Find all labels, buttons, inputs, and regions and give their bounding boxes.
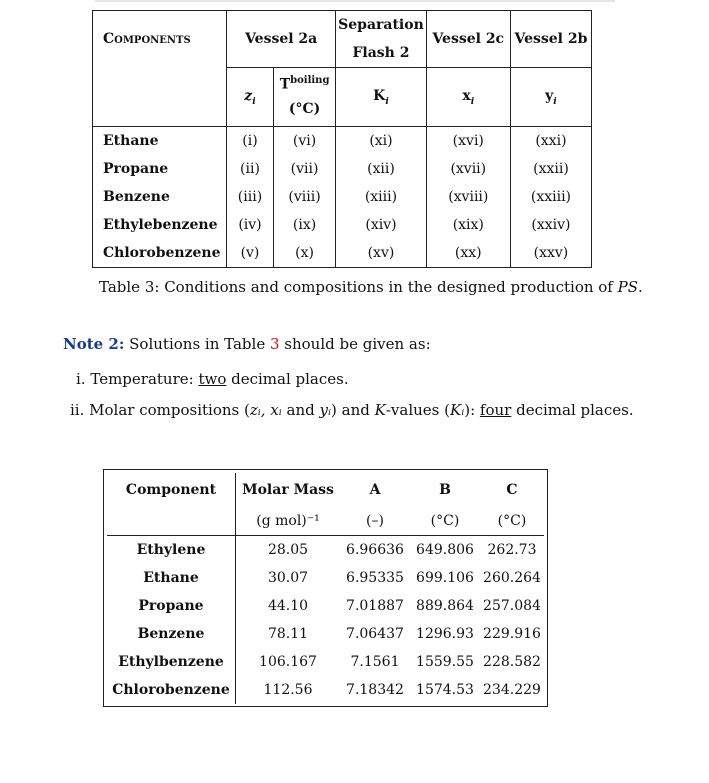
- k-header: $K_i$: [336, 68, 426, 127]
- antoine-table-frame: [103, 469, 548, 707]
- vessel-2b-header: Vessel 2b: [510, 11, 591, 68]
- b-header: B: [439, 482, 451, 498]
- table-row: Ethylbenzene 106.167 7.1561 1559.55 228.582: [107, 648, 544, 676]
- c-header: C: [506, 482, 518, 498]
- y-header: $y_i$: [510, 68, 591, 127]
- tboiling-header: $T^{boiling}$ (°C): [273, 68, 335, 127]
- a-unit: (–): [340, 507, 410, 536]
- molar-mass-header: Molar Mass: [242, 482, 334, 498]
- table-row: Propane (ii) (vii) (xii) (xvii) (xxii): [93, 155, 592, 183]
- note-paragraph: Note 2: Solutions in Table 3 should be given as:: [63, 335, 431, 353]
- table-row: Ethane 30.07 6.95335 699.106 260.264: [107, 564, 544, 592]
- table-row: Chlorobenzene (v) (x) (xv) (xx) (xxv): [93, 239, 592, 268]
- table-row: Ethane (i) (vi) (xi) (xvi) (xxi): [93, 127, 592, 156]
- table-row: Ethylene 28.05 6.96636 649.806 262.73: [107, 536, 544, 565]
- component-header-spacer: [107, 507, 236, 536]
- table-row: Benzene (iii) (viii) (xiii) (xviii) (xxiii): [93, 183, 592, 211]
- table-row: Benzene 78.11 7.06437 1296.93 229.916: [107, 620, 544, 648]
- molar-mass-unit: (g mol)⁻¹: [236, 507, 341, 536]
- x-header: $x_i$: [426, 68, 510, 127]
- list-item: ii. Molar compositions (zᵢ, xᵢ and yᵢ) and K-values (Kᵢ): four decimal places.: [70, 401, 634, 419]
- c-unit: (°C): [480, 507, 544, 536]
- table-reference-link[interactable]: 3: [269, 335, 280, 353]
- a-header: A: [369, 482, 381, 498]
- flash-2-header: Flash 2: [336, 39, 426, 68]
- z-header: $z_i$: [227, 68, 274, 127]
- vessel-2a-header: Vessel 2a: [227, 11, 336, 68]
- table-row: Ethylebenzene (iv) (ix) (xiv) (xix) (xxiv): [93, 211, 592, 239]
- list-item: i. Temperature: two decimal places.: [76, 370, 349, 388]
- table-row: Propane 44.10 7.01887 889.864 257.084: [107, 592, 544, 620]
- conditions-table: [92, 10, 592, 268]
- components-header-spacer: [93, 68, 227, 127]
- top-rule: [95, 0, 615, 2]
- components-header: Components: [93, 11, 227, 68]
- vessel-2c-header: Vessel 2c: [426, 11, 510, 68]
- b-unit: (°C): [410, 507, 480, 536]
- component-header: Component: [107, 473, 236, 507]
- antoine-table: [107, 473, 544, 704]
- separation-header: Separation: [336, 11, 426, 40]
- table-row: Chlorobenzene 112.56 7.18342 1574.53 234.229: [107, 676, 544, 704]
- table-caption: Table 3: Conditions and compositions in the designed production of PS.: [99, 278, 643, 296]
